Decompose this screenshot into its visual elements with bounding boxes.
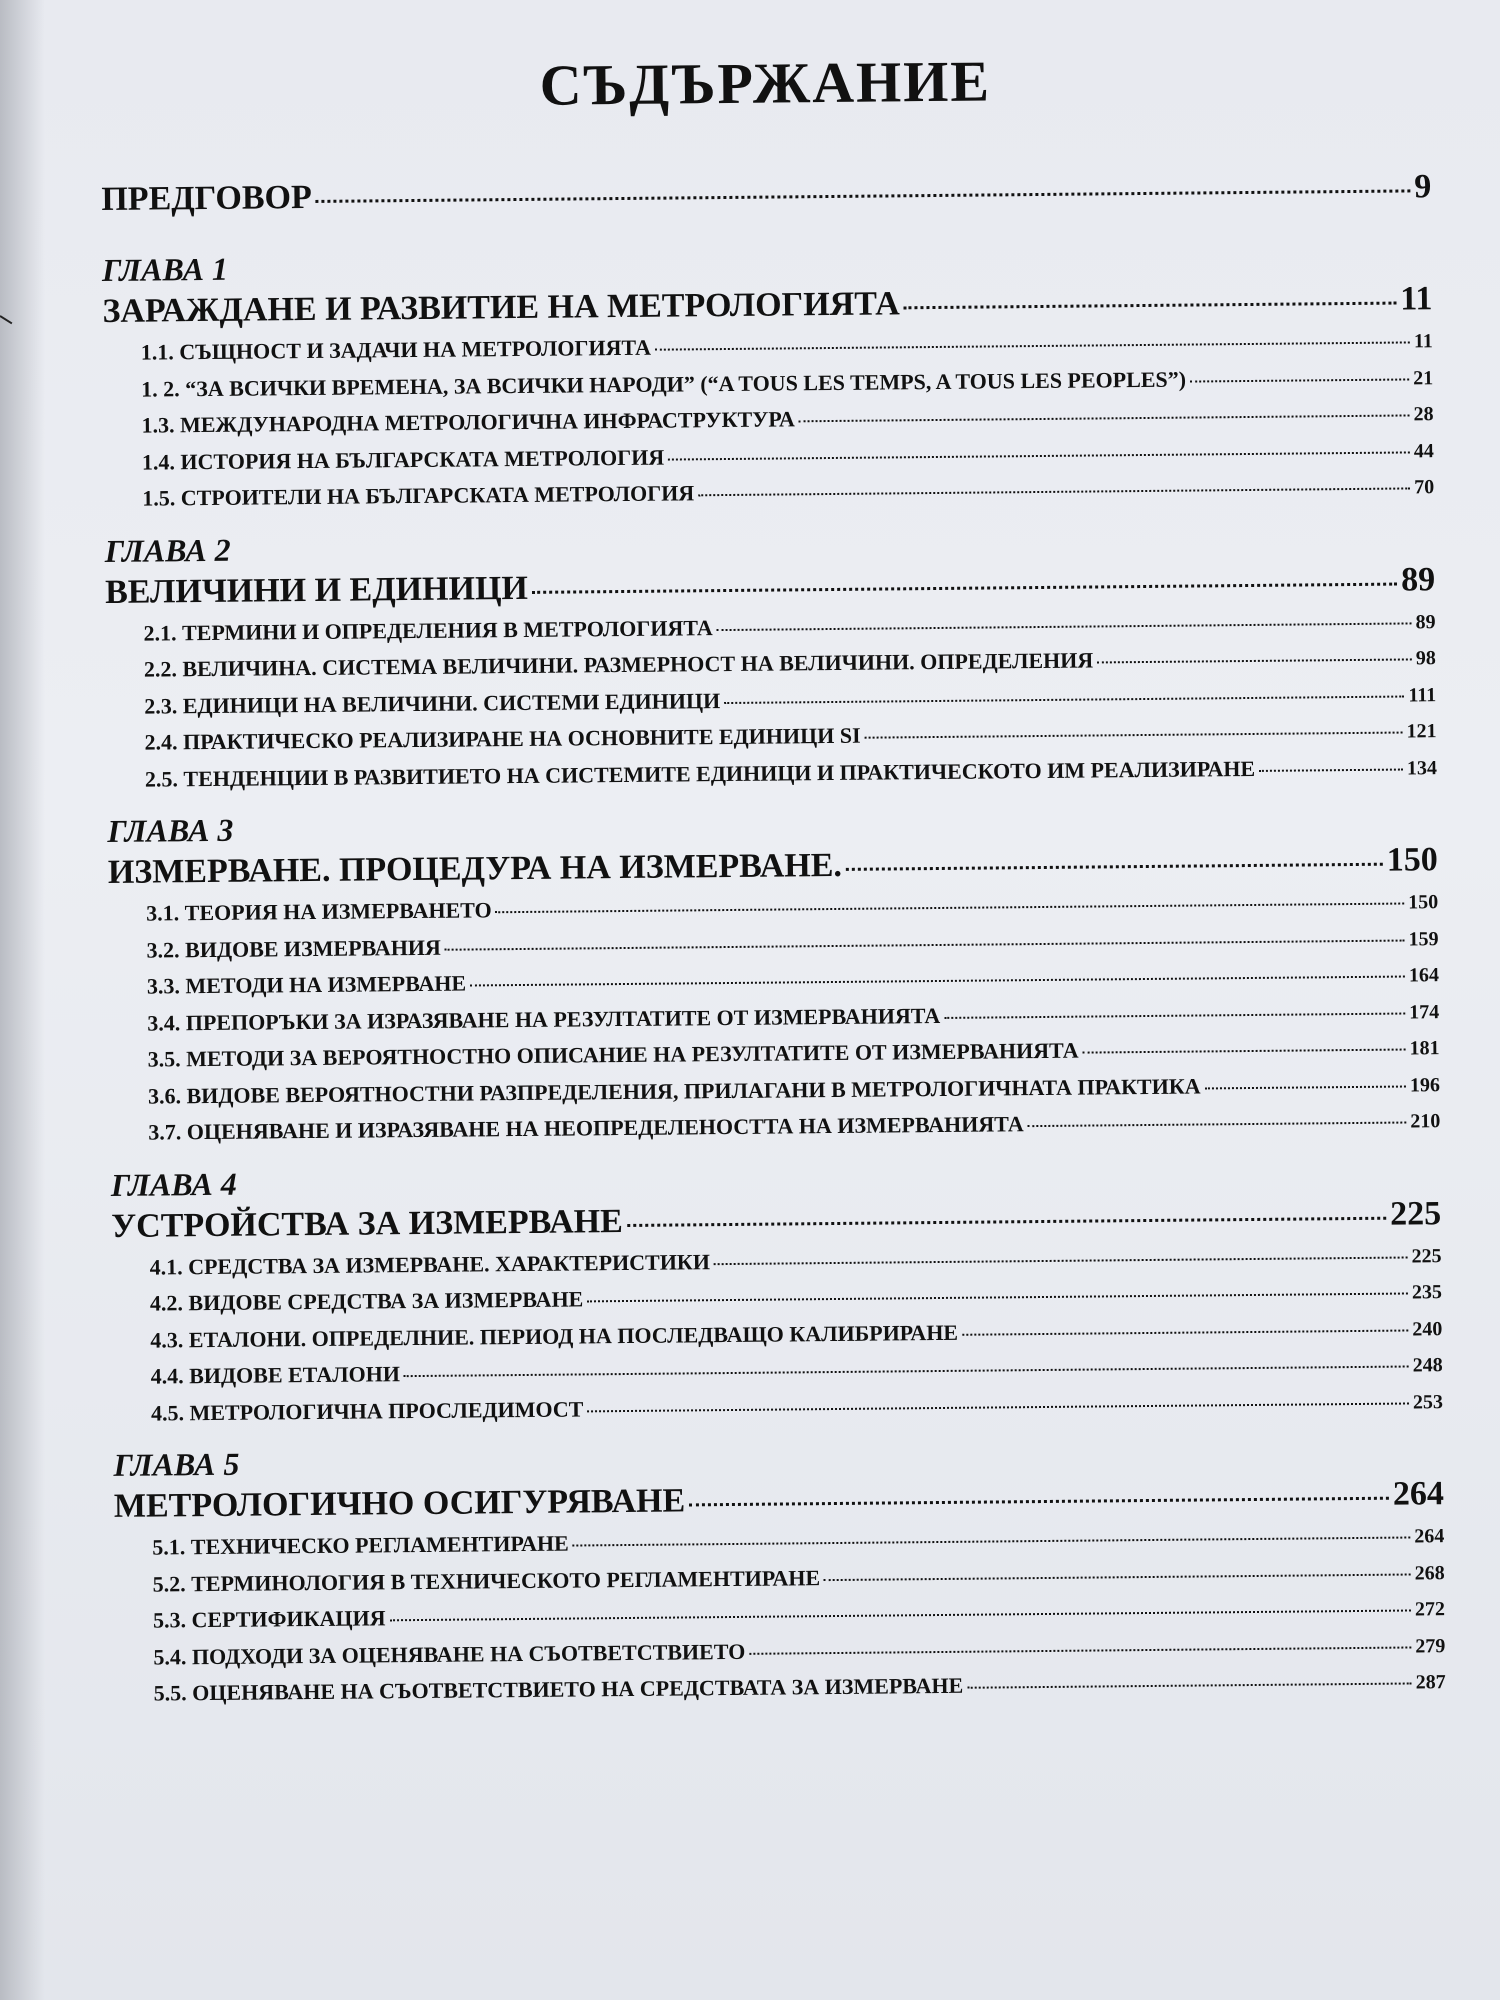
page-number: 44 xyxy=(1413,439,1434,462)
table-of-contents xyxy=(100,42,1446,1712)
section-title: 5.5. ОЦЕНЯВАНЕ НА СЪОТВЕТСТВИЕТО НА СРЕДСТВАТА ЗА ИЗМЕРВАНЕ xyxy=(153,1672,964,1706)
dot-leader xyxy=(655,341,1410,350)
section-title: 4.5. МЕТРОЛОГИЧНА ПРОСЛЕДИМОСТ xyxy=(150,1395,584,1426)
section-title: 5.1. ТЕХНИЧЕСКО РЕГЛАМЕНТИРАНЕ xyxy=(152,1530,569,1560)
section-title: 2.5. ТЕНДЕНЦИИ В РАЗВИТИЕТО НА СИСТЕМИТЕ ЕДИНИЦИ И ПРАКТИЧЕСКОТО ИМ РЕАЛИЗИРАНЕ xyxy=(144,755,1256,792)
section-title: 2.3. ЕДИНИЦИ НА ВЕЛИЧИНИ. СИСТЕМИ ЕДИНИЦИ xyxy=(144,687,721,719)
dot-leader xyxy=(627,1216,1386,1226)
toc-heading: СЪДЪРЖАНИЕ xyxy=(539,48,992,118)
chapter-block xyxy=(105,519,1437,798)
chapter-title: ИЗМЕРВАНЕ. ПРОЦЕДУРА НА ИЗМЕРВАНЕ. xyxy=(107,846,843,891)
page-number: 240 xyxy=(1412,1317,1443,1340)
dot-leader xyxy=(824,1573,1411,1581)
dot-leader xyxy=(404,1365,1409,1377)
page-number: 287 xyxy=(1415,1671,1446,1694)
page-number: 98 xyxy=(1415,647,1436,670)
page-binding-shadow xyxy=(0,0,45,2000)
dot-leader xyxy=(962,1329,1408,1335)
dot-leader xyxy=(1083,1049,1406,1054)
page-number: 164 xyxy=(1408,964,1440,987)
page-number: 134 xyxy=(1406,756,1438,779)
section-title: 3.6. ВИДОВЕ ВЕРОЯТНОСТНИ РАЗПРЕДЕЛЕНИЯ, ПРИЛАГАНИ В МЕТРОЛОГИЧНАТА ПРАКТИКА xyxy=(147,1072,1201,1109)
page-number: 89 xyxy=(1400,560,1436,599)
page-number: 253 xyxy=(1412,1390,1444,1413)
page-number: 268 xyxy=(1414,1561,1445,1584)
section-title: 3.5. МЕТОДИ ЗА ВЕРОЯТНОСТНО ОПИСАНИЕ НА РЕЗУЛТАТИТЕ ОТ ИЗМЕРВАНИЯТА xyxy=(147,1037,1079,1072)
page-number: 210 xyxy=(1410,1110,1441,1133)
section-title: 1.5. СТРОИТЕЛИ НА БЪЛГАРСКАТА МЕТРОЛОГИЯ xyxy=(142,480,695,511)
section-title: 1.1. СЪЩНОСТ И ЗАДАЧИ НА МЕТРОЛОГИЯТА xyxy=(140,334,652,365)
section-title: 5.2. ТЕРМИНОЛОГИЯ В ТЕХНИЧЕСКОТО РЕГЛАМЕНТИРАНЕ xyxy=(152,1564,821,1597)
dot-leader xyxy=(846,863,1383,871)
chapter-number: ГЛАВА 3 xyxy=(107,811,234,849)
section-title: 4.1. СРЕДСТВА ЗА ИЗМЕРВАНЕ. ХАРАКТЕРИСТИКИ xyxy=(149,1248,711,1280)
page-number: 181 xyxy=(1409,1037,1440,1060)
page-number: 21 xyxy=(1413,366,1434,389)
page-number: 150 xyxy=(1386,841,1438,879)
dot-leader xyxy=(496,903,1405,914)
section-title: 4.4. ВИДОВЕ ЕТАЛОНИ xyxy=(150,1361,401,1389)
section-title: 5.3. СЕРТИФИКАЦИЯ xyxy=(152,1605,386,1633)
chapter-block xyxy=(113,1433,1445,1712)
section-title: 2.2. ВЕЛИЧИНА. СИСТЕМА ВЕЛИЧИНИ. РАЗМЕРНОСТ НА ВЕЛИЧИНИ. ОПРЕДЕЛЕНИЯ xyxy=(143,647,1094,682)
chapter-number: ГЛАВА 4 xyxy=(110,1165,237,1203)
page-number: 28 xyxy=(1413,403,1434,426)
section-title: 2.1. ТЕРМИНИ И ОПРЕДЕЛЕНИЯ В МЕТРОЛОГИЯТА xyxy=(143,614,713,646)
section-title: 2.4. ПРАКТИЧЕСКО РЕАЛИЗИРАНЕ НА ОСНОВНИТЕ ЕДИНИЦИ SI xyxy=(144,722,861,755)
chapter-title: УСТРОЙСТВА ЗА ИЗМЕРВАНЕ xyxy=(111,1202,624,1245)
dot-leader xyxy=(445,939,1405,950)
dot-leader xyxy=(1259,768,1403,771)
section-title: 3.4. ПРЕПОРЪКИ ЗА ИЗРАЗЯВАНЕ НА РЕЗУЛТАТИТЕ ОТ ИЗМЕРВАНИЯТА xyxy=(147,1002,941,1036)
section-title: 3.2. ВИДОВЕ ИЗМЕРВАНИЯ xyxy=(146,934,441,963)
section-title: 1.3. МЕЖДУНАРОДНА МЕТРОЛОГИЧНА ИНФРАСТРУКТУРА xyxy=(141,406,795,438)
page-number: 159 xyxy=(1408,927,1439,950)
section-title: 3.3. МЕТОДИ НА ИЗМЕРВАНЕ xyxy=(146,970,467,999)
page-number: 264 xyxy=(1392,1475,1445,1513)
page-number: 272 xyxy=(1414,1598,1446,1621)
section-title: 3.7. ОЦЕНЯВАНЕ И ИЗРАЗЯВАНЕ НА НЕОПРЕДЕЛЕНОСТТА НА ИЗМЕРВАНИЯТА xyxy=(148,1111,1024,1145)
chapter-title: ВЕЛИЧИНИ И ЕДИНИЦИ xyxy=(104,569,529,611)
dot-leader xyxy=(390,1609,1411,1621)
page-number: 111 xyxy=(1408,683,1437,706)
page-number: 248 xyxy=(1412,1354,1443,1377)
page-number: 150 xyxy=(1408,891,1439,914)
page-number: 196 xyxy=(1409,1073,1441,1096)
dot-leader xyxy=(865,732,1403,739)
section-title: 3.1. ТЕОРИЯ НА ИЗМЕРВАНЕТО xyxy=(146,897,492,926)
dot-leader xyxy=(904,302,1397,310)
page-number: 174 xyxy=(1409,1000,1440,1023)
dot-leader xyxy=(724,695,1404,704)
dot-leader xyxy=(316,189,1411,203)
section-title: 1.4. ИСТОРИЯ НА БЪЛГАРСКАТА МЕТРОЛОГИЯ xyxy=(141,444,665,475)
page-number: 9 xyxy=(1414,168,1432,206)
page-number: 70 xyxy=(1414,476,1435,499)
page-number: 121 xyxy=(1406,720,1437,743)
chapter-title: ЗАРАЖДАНЕ И РАЗВИТИЕ НА МЕТРОЛОГИЯТА xyxy=(102,285,900,330)
chapter-title: МЕТРОЛОГИЧНО ОСИГУРЯВАНЕ xyxy=(113,1482,686,1525)
dot-leader xyxy=(944,1012,1405,1018)
dot-leader xyxy=(1028,1122,1407,1128)
dot-leader xyxy=(967,1682,1411,1688)
chapter-number: ГЛАВА 2 xyxy=(104,531,231,569)
page-number: 279 xyxy=(1415,1634,1446,1657)
dot-leader xyxy=(1097,658,1412,663)
dot-leader xyxy=(749,1646,1411,1654)
page-number: 225 xyxy=(1390,1194,1442,1233)
page-number: 264 xyxy=(1414,1525,1445,1548)
dot-leader xyxy=(587,1402,1409,1412)
section-title: 4.2. ВИДОВЕ СРЕДСТВА ЗА ИЗМЕРВАНЕ xyxy=(149,1286,584,1316)
dot-leader xyxy=(532,582,1397,593)
page-number: 235 xyxy=(1411,1281,1443,1304)
dot-leader xyxy=(799,414,1410,422)
page-number: 225 xyxy=(1411,1244,1442,1267)
dot-leader xyxy=(1190,378,1409,382)
dot-leader xyxy=(1205,1085,1406,1089)
dot-leader xyxy=(717,622,1412,631)
dot-leader xyxy=(698,487,1410,496)
section-title: 1. 2. “ЗА ВСИЧКИ ВРЕМЕНА, ЗА ВСИЧКИ НАРОДИ” (“A TOUS LES TEMPS, A TOUS LES PEOPLES”) xyxy=(141,366,1187,402)
section-title: 5.4. ПОДХОДИ ЗА ОЦЕНЯВАНЕ НА СЪОТВЕТСТВИЕТО xyxy=(153,1638,746,1670)
dot-leader xyxy=(668,451,1410,460)
preface-label: ПРЕДГОВОР xyxy=(101,178,312,218)
section-title: 4.3. ЕТАЛОНИ. ОПРЕДЕЛНИЕ. ПЕРИОД НА ПОСЛЕДВАЩО КАЛИБРИРАНЕ xyxy=(150,1319,959,1353)
page-number: 89 xyxy=(1415,610,1436,633)
page-number: 11 xyxy=(1413,330,1433,353)
chapter-block xyxy=(111,1153,1443,1432)
chapter-block xyxy=(102,238,1434,517)
chapter-number: ГЛАВА 5 xyxy=(113,1445,240,1483)
chapter-number: ГЛАВА 1 xyxy=(101,250,229,288)
dot-leader xyxy=(714,1256,1408,1265)
dot-leader xyxy=(573,1536,1411,1546)
dot-leader xyxy=(470,976,1405,987)
chapter-list xyxy=(102,238,1446,1712)
chapter-block xyxy=(107,799,1440,1151)
toc-entry-preface xyxy=(101,162,1431,225)
dot-leader xyxy=(689,1497,1389,1507)
dot-leader xyxy=(587,1293,1408,1303)
page-number: 11 xyxy=(1400,280,1433,318)
